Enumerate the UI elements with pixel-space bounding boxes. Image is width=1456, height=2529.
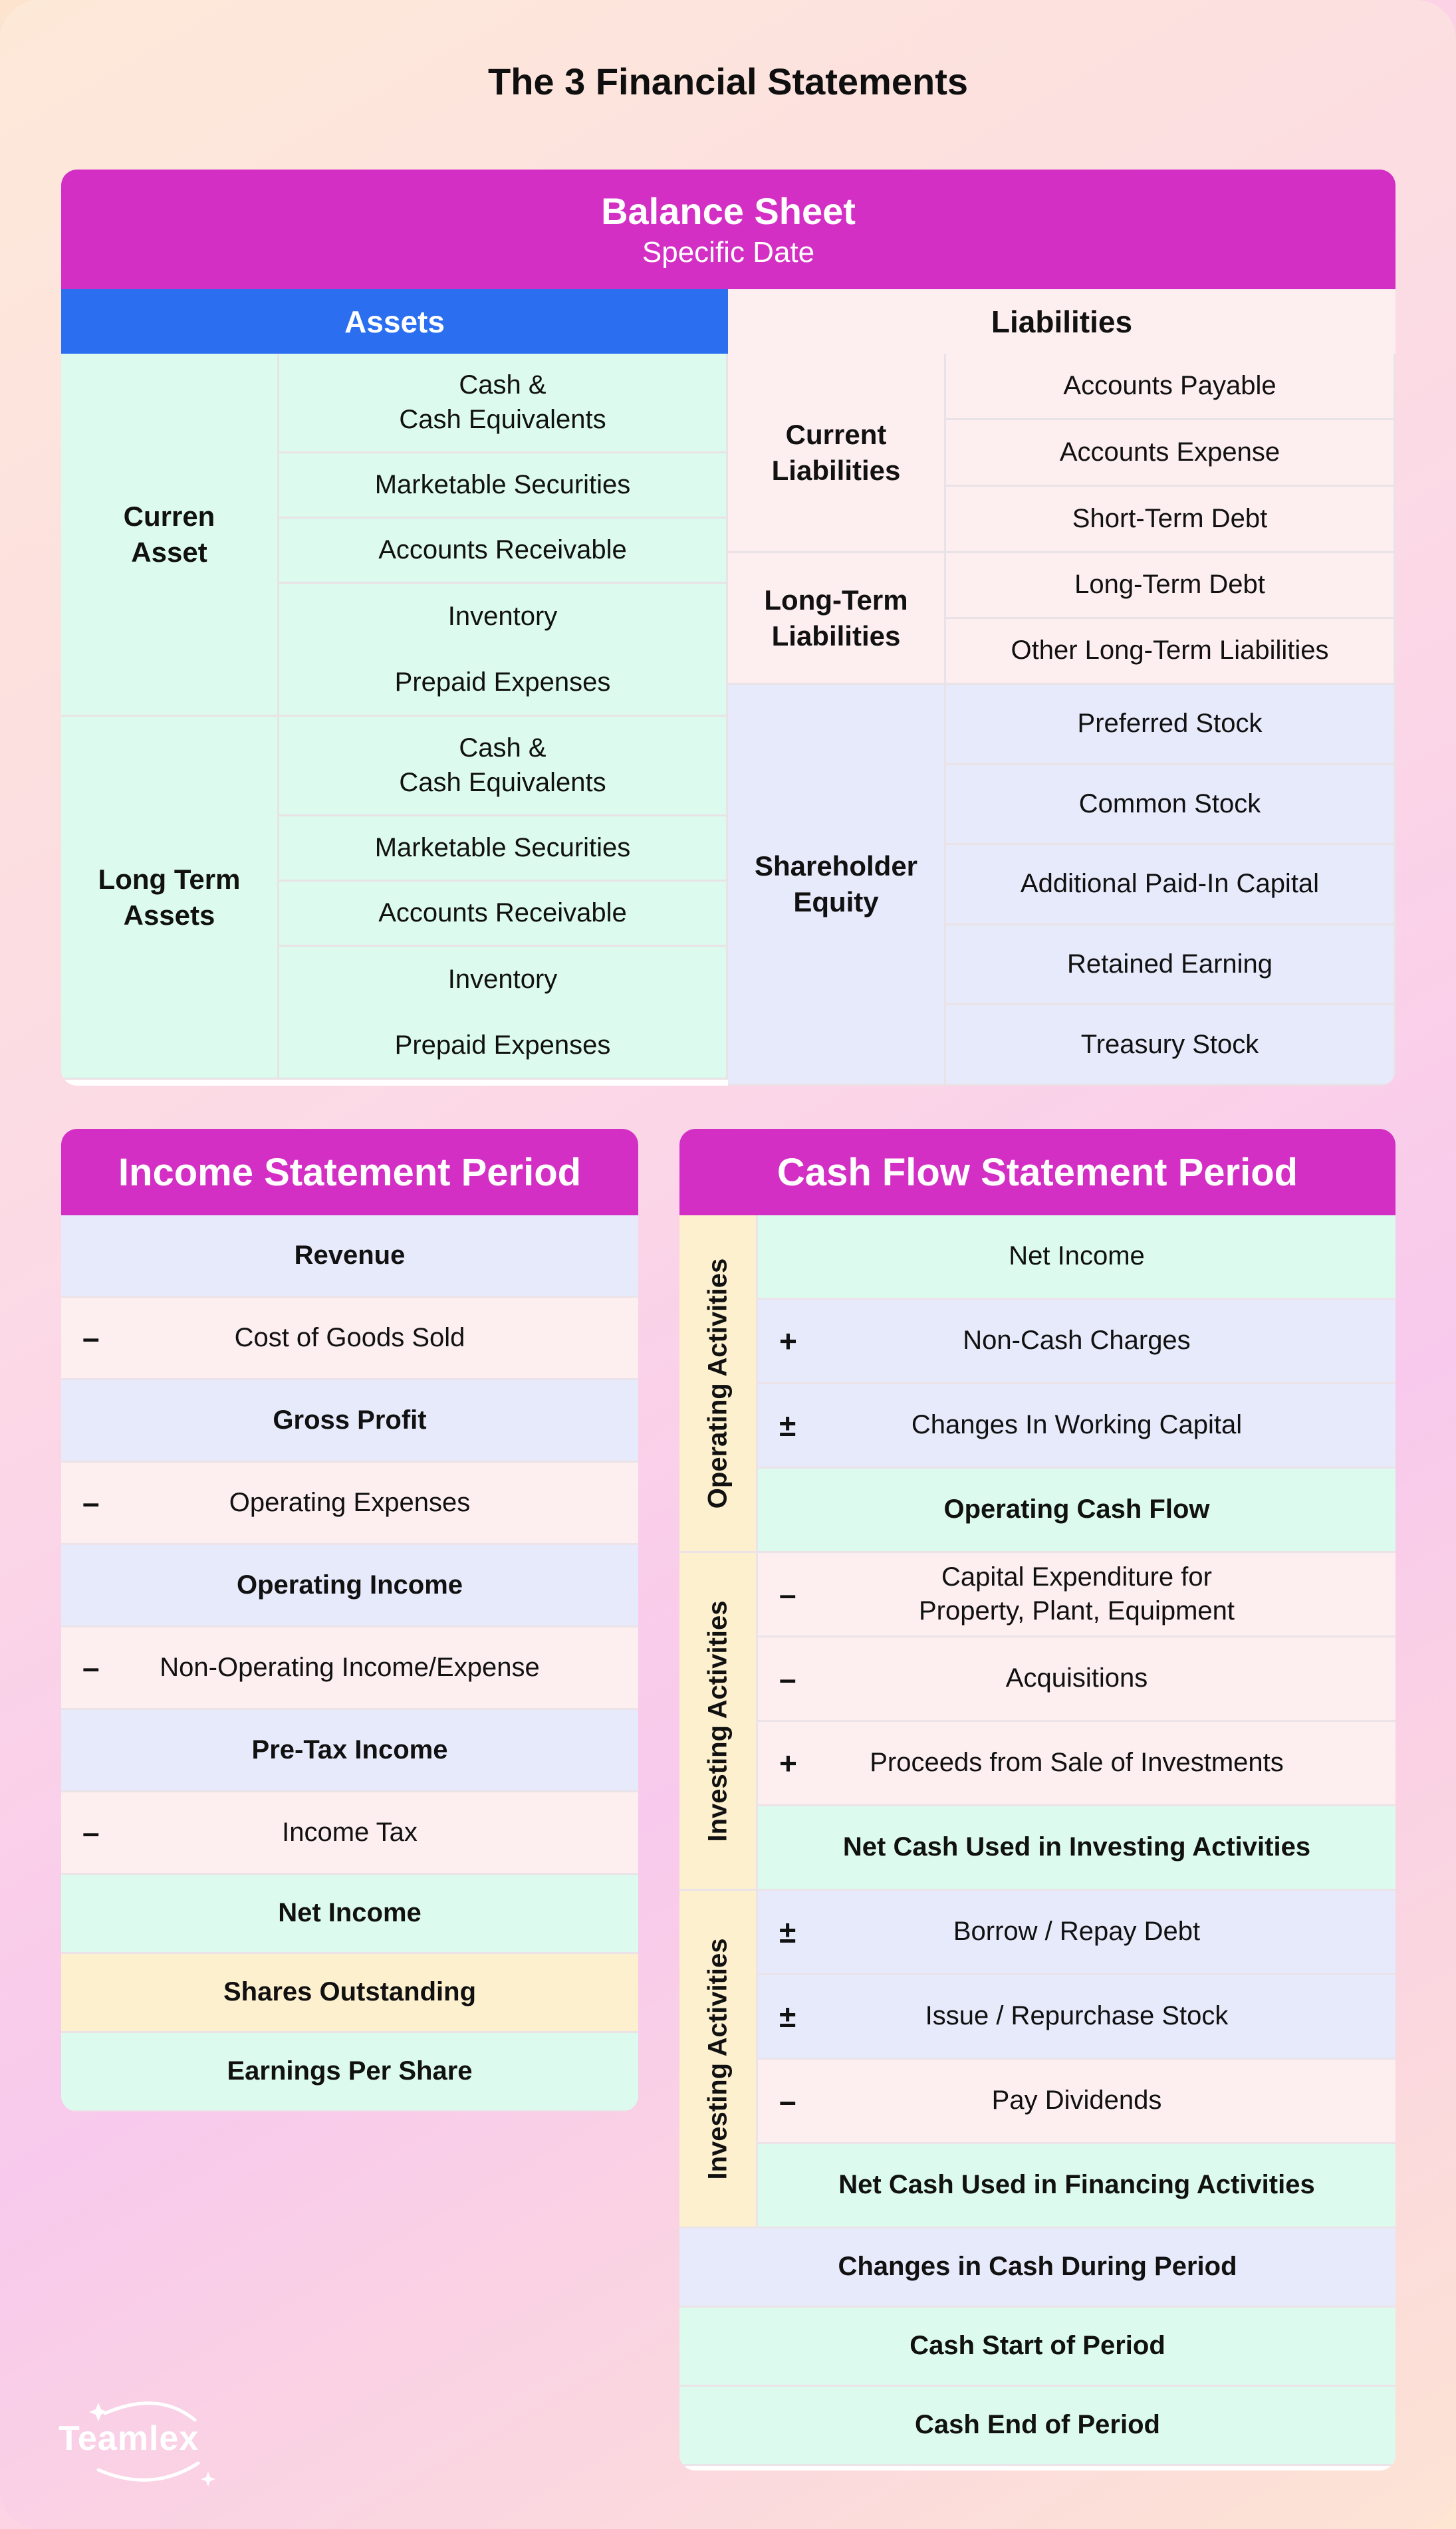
current-assets-item: Cash & Cash Equivalents: [279, 354, 728, 453]
balance-sheet: [61, 170, 1395, 1086]
income-row: Cost of Goods Sold –: [61, 1298, 638, 1380]
cash-flow-row: Changes In Working Capital ±: [758, 1384, 1395, 1469]
shareholder-equity-item: Retained Earning: [946, 925, 1395, 1006]
cash-flow-row: Borrow / Repay Debt ±: [758, 1891, 1395, 1975]
income-row: Revenue: [61, 1215, 638, 1298]
shareholder-equity-item: Treasury Stock: [946, 1005, 1395, 1086]
cash-flow-row: Non-Cash Charges +: [758, 1300, 1395, 1384]
long-term-liabilities-item: Long-Term Debt: [946, 553, 1395, 619]
balance-sheet-subtitle: Specific Date: [642, 236, 815, 269]
cash-flow-row: Operating Cash Flow: [758, 1469, 1395, 1553]
current-assets-label: Curren Asset: [61, 354, 279, 717]
shareholder-equity-item: Additional Paid-In Capital: [946, 845, 1395, 925]
current-liabilities-label: Current Liabilities: [728, 354, 946, 553]
current-assets-item: Accounts Receivable: [279, 519, 728, 584]
page-title: The 3 Financial Statements: [488, 60, 968, 102]
current-liabilities-item: Short-Term Debt: [946, 487, 1395, 553]
cash-total-row: Cash Start of Period: [679, 2308, 1395, 2387]
cash-total-row: Changes in Cash During Period: [679, 2228, 1395, 2308]
income-row: Earnings Per Share: [61, 2033, 638, 2111]
shareholder-equity-item: Preferred Stock: [946, 685, 1395, 765]
cash-flow-row: Proceeds from Sale of Investments +: [758, 1722, 1395, 1806]
cash-flow-row: Issue / Repurchase Stock ±: [758, 1975, 1395, 2060]
long-term-liabilities-item: Other Long-Term Liabilities: [946, 619, 1395, 685]
operator-sign: +: [779, 1745, 797, 1780]
operator-sign: –: [82, 1485, 100, 1520]
income-row: Operating Income: [61, 1545, 638, 1627]
income-row: Operating Expenses –: [61, 1463, 638, 1545]
cash-flow-row: Net Cash Used in Investing Activities: [758, 1806, 1395, 1891]
cash-flow-row: Net Cash Used in Financing Activities: [758, 2144, 1395, 2228]
cash-flow-row: Pay Dividends –: [758, 2060, 1395, 2144]
cash-flow-statement: [679, 1129, 1395, 2470]
cash-flow-row: Capital Expenditure for Property, Plant, Equipment –: [758, 1553, 1395, 1637]
long-term-assets-item: Accounts Receivable: [279, 882, 728, 947]
operator-sign: –: [779, 1661, 796, 1696]
long-term-assets-label: Long Term Assets: [61, 717, 279, 1080]
income-row: Non-Operating Income/Expense –: [61, 1627, 638, 1710]
operator-sign: ±: [779, 1407, 796, 1443]
cash-flow-row: Acquisitions –: [758, 1637, 1395, 1722]
current-liabilities-item: Accounts Expense: [946, 420, 1395, 487]
section-label: Investing Activities: [679, 1553, 758, 1891]
cash-flow-title: Cash Flow Statement Period: [679, 1129, 1395, 1215]
income-row: Pre-Tax Income: [61, 1710, 638, 1792]
current-assets-item: Prepaid Expenses: [279, 650, 728, 717]
current-assets-item: Marketable Securities: [279, 453, 728, 519]
teamlex-logo: [59, 2393, 231, 2486]
operator-sign: –: [82, 1650, 100, 1685]
liabilities-header: Liabilities: [728, 289, 1395, 354]
cash-total-row: Cash End of Period: [679, 2387, 1395, 2466]
operator-sign: +: [779, 1323, 797, 1358]
shareholder-equity-item: Common Stock: [946, 765, 1395, 846]
operator-sign: –: [779, 2083, 796, 2118]
long-term-liabilities-label: Long-Term Liabilities: [728, 553, 946, 685]
logo-text: Teamlex: [59, 2419, 199, 2458]
balance-sheet-title: Balance Sheet: [601, 190, 856, 232]
current-assets-item: Inventory: [279, 584, 728, 650]
current-liabilities-item: Accounts Payable: [946, 354, 1395, 420]
long-term-assets-item: Prepaid Expenses: [279, 1013, 728, 1080]
long-term-assets-item: Cash & Cash Equivalents: [279, 717, 728, 816]
long-term-assets-item: Inventory: [279, 947, 728, 1013]
income-row: Shares Outstanding: [61, 1954, 638, 2033]
income-row: Net Income: [61, 1875, 638, 1954]
operator-sign: –: [82, 1320, 100, 1356]
operator-sign: ±: [779, 1998, 796, 2034]
income-row: Income Tax –: [61, 1792, 638, 1875]
income-statement-title: Income Statement Period: [61, 1129, 638, 1215]
balance-sheet-header: [61, 170, 1395, 289]
section-label: Investing Activities: [679, 1891, 758, 2228]
operator-sign: –: [779, 1576, 796, 1612]
operator-sign: ±: [779, 1914, 796, 1949]
income-statement: [61, 1129, 638, 2111]
assets-header: Assets: [61, 289, 728, 354]
long-term-assets-item: Marketable Securities: [279, 816, 728, 882]
income-row: Gross Profit: [61, 1380, 638, 1463]
operator-sign: –: [82, 1815, 100, 1850]
shareholder-equity-label: Shareholder Equity: [728, 685, 946, 1086]
cash-flow-row: Net Income: [758, 1215, 1395, 1300]
section-label: Operating Activities: [679, 1215, 758, 1553]
